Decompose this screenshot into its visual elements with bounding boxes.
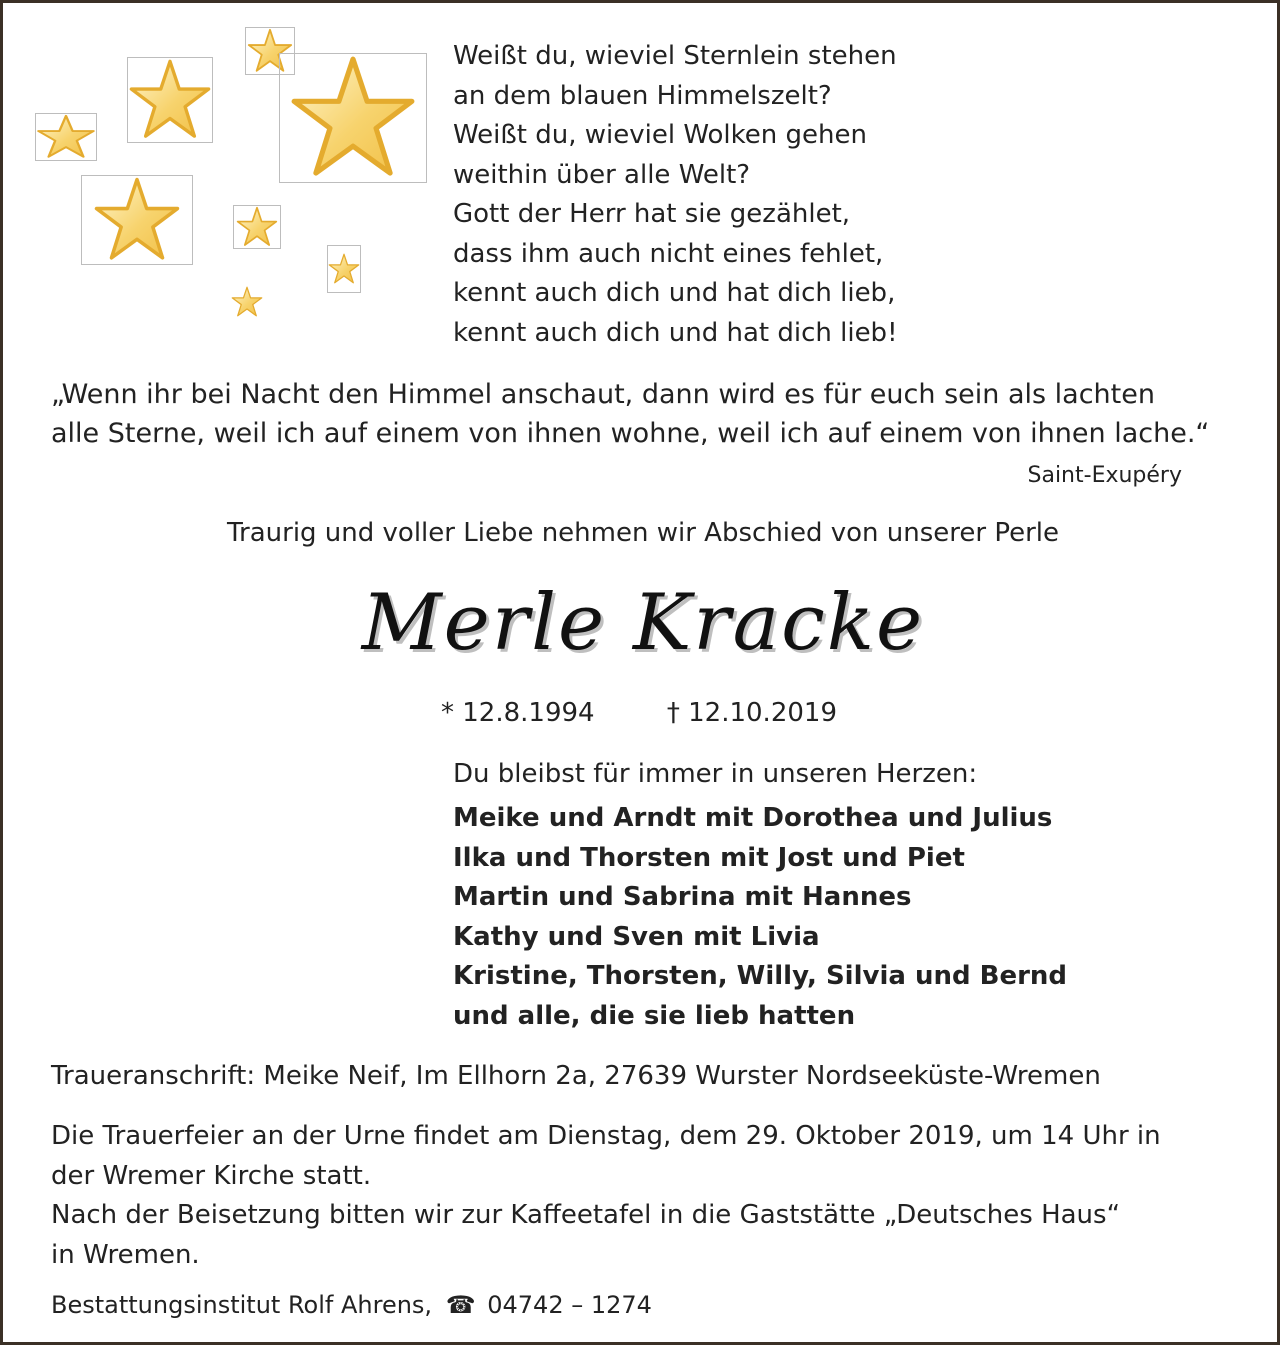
quote-line: „Wenn ihr bei Nacht den Himmel anschaut, dann wird es für euch sein als lachten — [51, 379, 1155, 410]
phone-icon: ☎ — [445, 1291, 476, 1319]
quote — [51, 375, 1241, 453]
poem-line: kennt auch dich und hat dich lieb, — [453, 278, 896, 308]
poem-line: kennt auch dich und hat dich lieb! — [453, 317, 898, 348]
poem-line: dass ihm auch nicht eines fehlet, — [453, 238, 884, 269]
funeral-home — [51, 1288, 652, 1322]
deceased-name: Merle Kracke — [361, 578, 925, 668]
service-line: der Wremer Kirche statt. — [51, 1160, 372, 1191]
star-icon — [233, 205, 281, 249]
mourning-address: Traueranschrift: Meike Neif, Im Ellhorn 2a, 27639 Wurster Nordseeküste-Wremen — [51, 1061, 1101, 1091]
poem — [453, 37, 1213, 353]
remembrance-line: Du bleibst für immer in unseren Herzen: — [453, 759, 978, 789]
survivor-line: Ilka und Thorsten mit Jost und Piet — [453, 842, 965, 873]
funeral-service-info — [51, 1117, 1251, 1275]
service-line: in Wremen. — [51, 1239, 200, 1270]
star-icon — [81, 175, 193, 265]
survivor-line: Kristine, Thorsten, Willy, Silvia und Bernd — [453, 961, 1068, 991]
poem-line: weithin über alle Welt? — [453, 159, 751, 190]
star-icon — [327, 245, 361, 293]
quote-attribution: Saint-Exupéry — [1027, 463, 1182, 488]
poem-line: Weißt du, wieviel Wolken gehen — [453, 120, 867, 150]
star-icon — [279, 53, 427, 183]
quote-line: alle Sterne, weil ich auf einem von ihnen wohne, weil ich auf einem von ihnen lache.“ — [51, 418, 1210, 449]
poem-line: an dem blauen Himmelszelt? — [453, 80, 832, 111]
birth-date: * 12.8.1994 — [441, 698, 595, 728]
service-line: Die Trauerfeier an der Urne findet am Dienstag, dem 29. Oktober 2019, um 14 Uhr in — [51, 1121, 1161, 1151]
farewell-intro: Traurig und voller Liebe nehmen wir Abschied von unserer Perle — [226, 518, 1060, 548]
poem-line: Weißt du, wieviel Sternlein stehen — [453, 41, 897, 71]
death-date: † 12.10.2019 — [666, 698, 837, 728]
star-icon — [231, 285, 263, 319]
star-decoration — [23, 17, 443, 337]
funeral-home-phone: 04742 – 1274 — [487, 1291, 652, 1319]
funeral-home-name: Bestattungsinstitut Rolf Ahrens, — [51, 1291, 433, 1319]
survivor-line: Meike und Arndt mit Dorothea und Julius — [453, 803, 1053, 833]
survivor-line: Kathy und Sven mit Livia — [453, 921, 820, 952]
star-icon — [35, 113, 97, 161]
service-line: Nach der Beisetzung bitten wir zur Kaffeetafel in die Gaststätte „Deutsches Haus“ — [51, 1200, 1121, 1230]
star-icon — [127, 57, 213, 143]
poem-line: Gott der Herr hat sie gezählet, — [453, 199, 851, 229]
life-dates — [441, 695, 837, 731]
survivor-line: und alle, die sie lieb hatten — [453, 1000, 856, 1031]
survivors-list — [453, 799, 1067, 1036]
survivor-line: Martin und Sabrina mit Hannes — [453, 882, 912, 912]
